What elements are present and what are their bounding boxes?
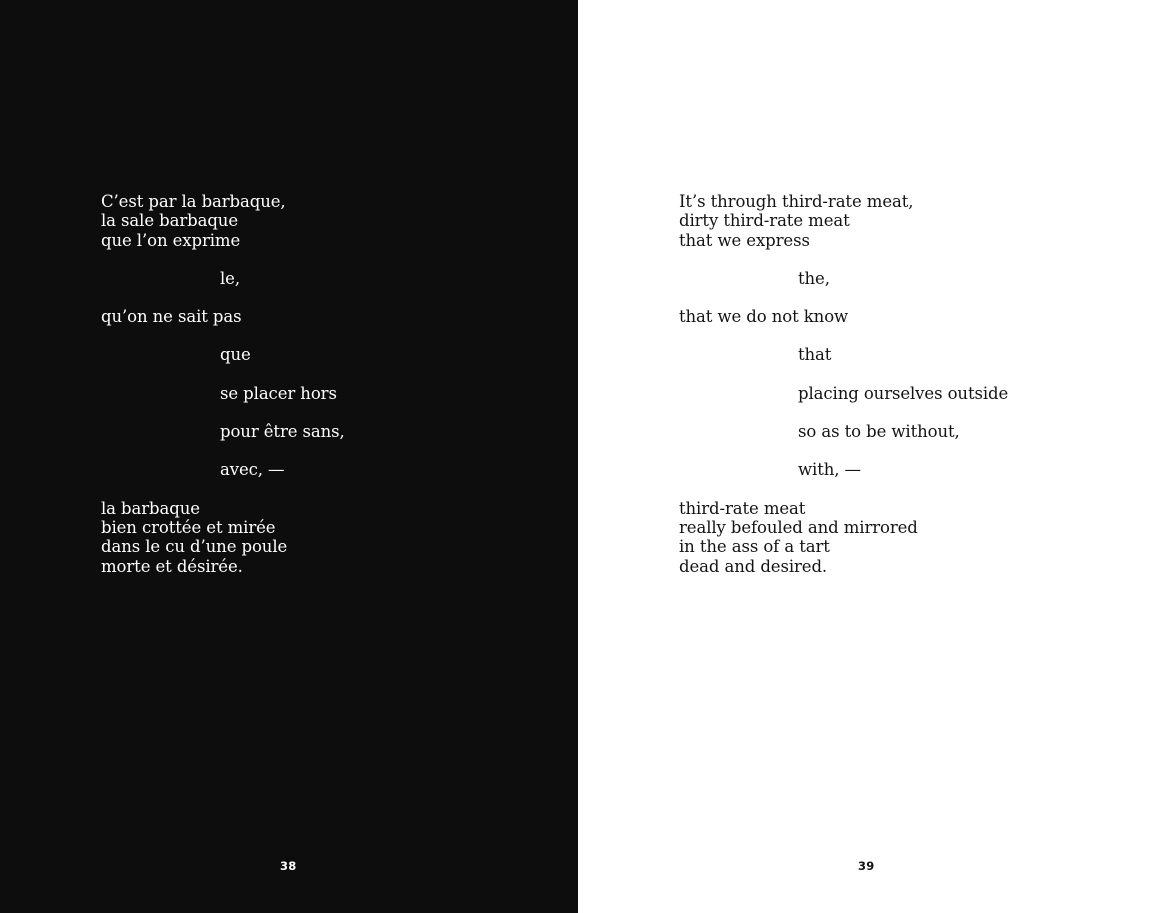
poem-line: dead and desired. (679, 556, 828, 576)
page-number-left: 38 (280, 859, 297, 873)
poem-line: la barbaque (101, 498, 200, 518)
poem-line: the, (798, 268, 830, 288)
poem-line: pour être sans, (220, 422, 345, 442)
poem-line: It’s through third-rate meat, (679, 192, 914, 211)
poem-line: qu’on ne sait pas (101, 307, 242, 327)
poem-line: placing ourselves outside (798, 383, 1009, 403)
poem-line: le, (220, 268, 240, 288)
poem-line: with, — (798, 460, 861, 480)
poem-line: se placer hors (220, 383, 337, 403)
page-number-right: 39 (858, 859, 875, 873)
poem-line: in the ass of a tart (679, 537, 830, 557)
poem-line: that we do not know (679, 307, 849, 327)
poem-line: avec, — (220, 460, 285, 480)
poem-line: C’est par la barbaque, (101, 192, 286, 211)
poem-line: so as to be without, (798, 422, 960, 442)
poem-line: dirty third-rate meat (679, 211, 850, 231)
poem-line: third-rate meat (679, 498, 806, 518)
poem-line: que l’on exprime (101, 230, 241, 250)
french-poem (101, 192, 345, 576)
poem-line: really befouled and mirrored (679, 517, 918, 537)
right-page (578, 0, 1155, 913)
poem-line: bien crottée et mirée (101, 517, 276, 537)
poem-line: that we express (679, 230, 810, 250)
poem-line: la sale barbaque (101, 211, 238, 231)
poem-line: dans le cu d’une poule (101, 537, 288, 557)
poem-line: que (220, 345, 251, 365)
poem-line: that (798, 345, 832, 365)
english-translation (679, 192, 1008, 576)
poem-line: morte et désirée. (101, 556, 243, 576)
